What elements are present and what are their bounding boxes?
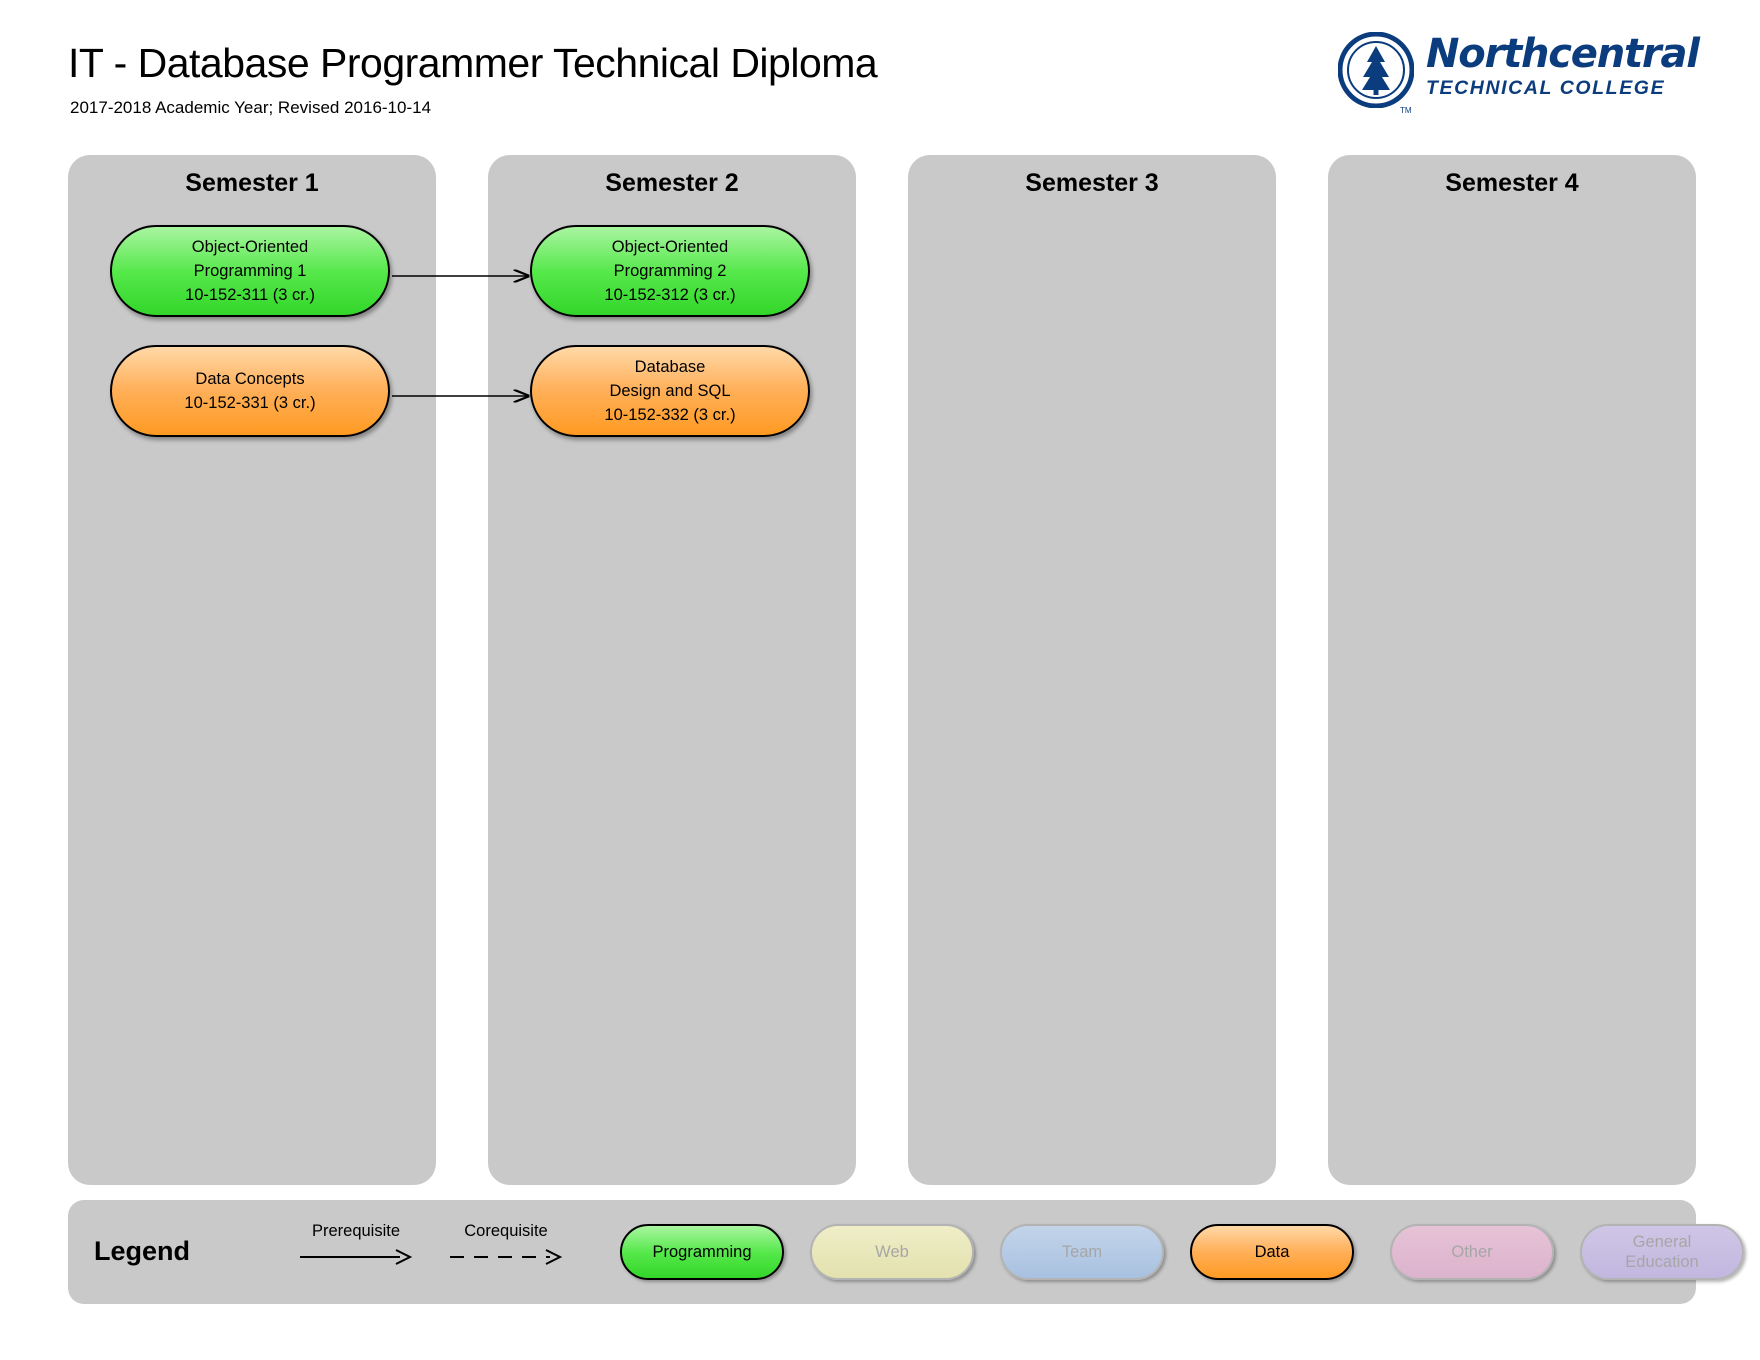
course-node-oop2[interactable] bbox=[530, 225, 810, 317]
semester-column-4 bbox=[1328, 155, 1696, 1185]
legend-chip-other[interactable] bbox=[1390, 1224, 1554, 1280]
course-title-line1: Data Concepts bbox=[195, 370, 305, 388]
legend-chip-label: Team bbox=[1061, 1243, 1103, 1261]
northcentral-logo bbox=[1338, 28, 1708, 115]
solid-arrow-icon bbox=[296, 1247, 416, 1267]
legend-chip-programming[interactable] bbox=[620, 1224, 784, 1280]
legend-prerequisite bbox=[296, 1222, 416, 1272]
legend-corequisite-label: Corequisite bbox=[464, 1222, 548, 1240]
legend-chip-web[interactable] bbox=[810, 1224, 974, 1280]
course-code: 10-152-331 (3 cr.) bbox=[184, 394, 316, 412]
course-title-line1: Object-Oriented bbox=[611, 238, 729, 256]
page-title: IT - Database Programmer Technical Diploma bbox=[68, 40, 878, 86]
course-code: 10-152-312 (3 cr.) bbox=[604, 286, 736, 304]
semester-1-title: Semester 1 bbox=[185, 169, 319, 197]
trademark-symbol: TM bbox=[1400, 106, 1412, 115]
semester-2-title: Semester 2 bbox=[605, 169, 739, 197]
logo-subtitle: TECHNICAL COLLEGE bbox=[1426, 77, 1666, 99]
course-node-oop1[interactable] bbox=[110, 225, 390, 317]
page-subtitle: 2017-2018 Academic Year; Revised 2016-10-14 bbox=[70, 98, 432, 117]
legend-chip-label: Programming bbox=[652, 1243, 752, 1261]
legend-title: Legend bbox=[94, 1236, 191, 1266]
legend-chip-label-line2: Education bbox=[1625, 1253, 1699, 1271]
logo-wordmark bbox=[1426, 32, 1706, 100]
dashed-arrow-icon bbox=[446, 1247, 566, 1267]
course-code: 10-152-332 (3 cr.) bbox=[604, 406, 736, 424]
legend-chip-label: Data bbox=[1254, 1243, 1290, 1261]
legend-panel bbox=[68, 1200, 1699, 1304]
course-title-line1: Database bbox=[634, 358, 706, 376]
logo-name: Northcentral bbox=[1426, 31, 1699, 77]
legend-prerequisite-label: Prerequisite bbox=[311, 1222, 401, 1240]
legend-corequisite bbox=[446, 1222, 566, 1272]
pine-tree-logo-icon bbox=[1338, 32, 1414, 108]
legend-chip-general-education[interactable] bbox=[1580, 1224, 1744, 1280]
semester-column-3 bbox=[908, 155, 1276, 1185]
legend-chip-data[interactable] bbox=[1190, 1224, 1354, 1280]
course-title-line2: Programming 1 bbox=[193, 262, 307, 280]
legend-chip-team[interactable] bbox=[1000, 1224, 1164, 1280]
legend-chip-label: Web bbox=[875, 1243, 909, 1261]
page-header bbox=[0, 0, 1760, 140]
semester-3-title: Semester 3 bbox=[1025, 169, 1159, 197]
course-title-line2: Programming 2 bbox=[613, 262, 727, 280]
legend-chip-label-line1: General bbox=[1632, 1233, 1692, 1251]
course-title-line1: Object-Oriented bbox=[191, 238, 309, 256]
legend-chip-label: Other bbox=[1451, 1243, 1493, 1261]
course-title-line2: Design and SQL bbox=[609, 382, 731, 400]
semester-4-title: Semester 4 bbox=[1445, 169, 1579, 197]
course-node-data-concepts[interactable] bbox=[110, 345, 390, 437]
course-node-database-design-sql[interactable] bbox=[530, 345, 810, 437]
course-code: 10-152-311 (3 cr.) bbox=[185, 286, 315, 304]
